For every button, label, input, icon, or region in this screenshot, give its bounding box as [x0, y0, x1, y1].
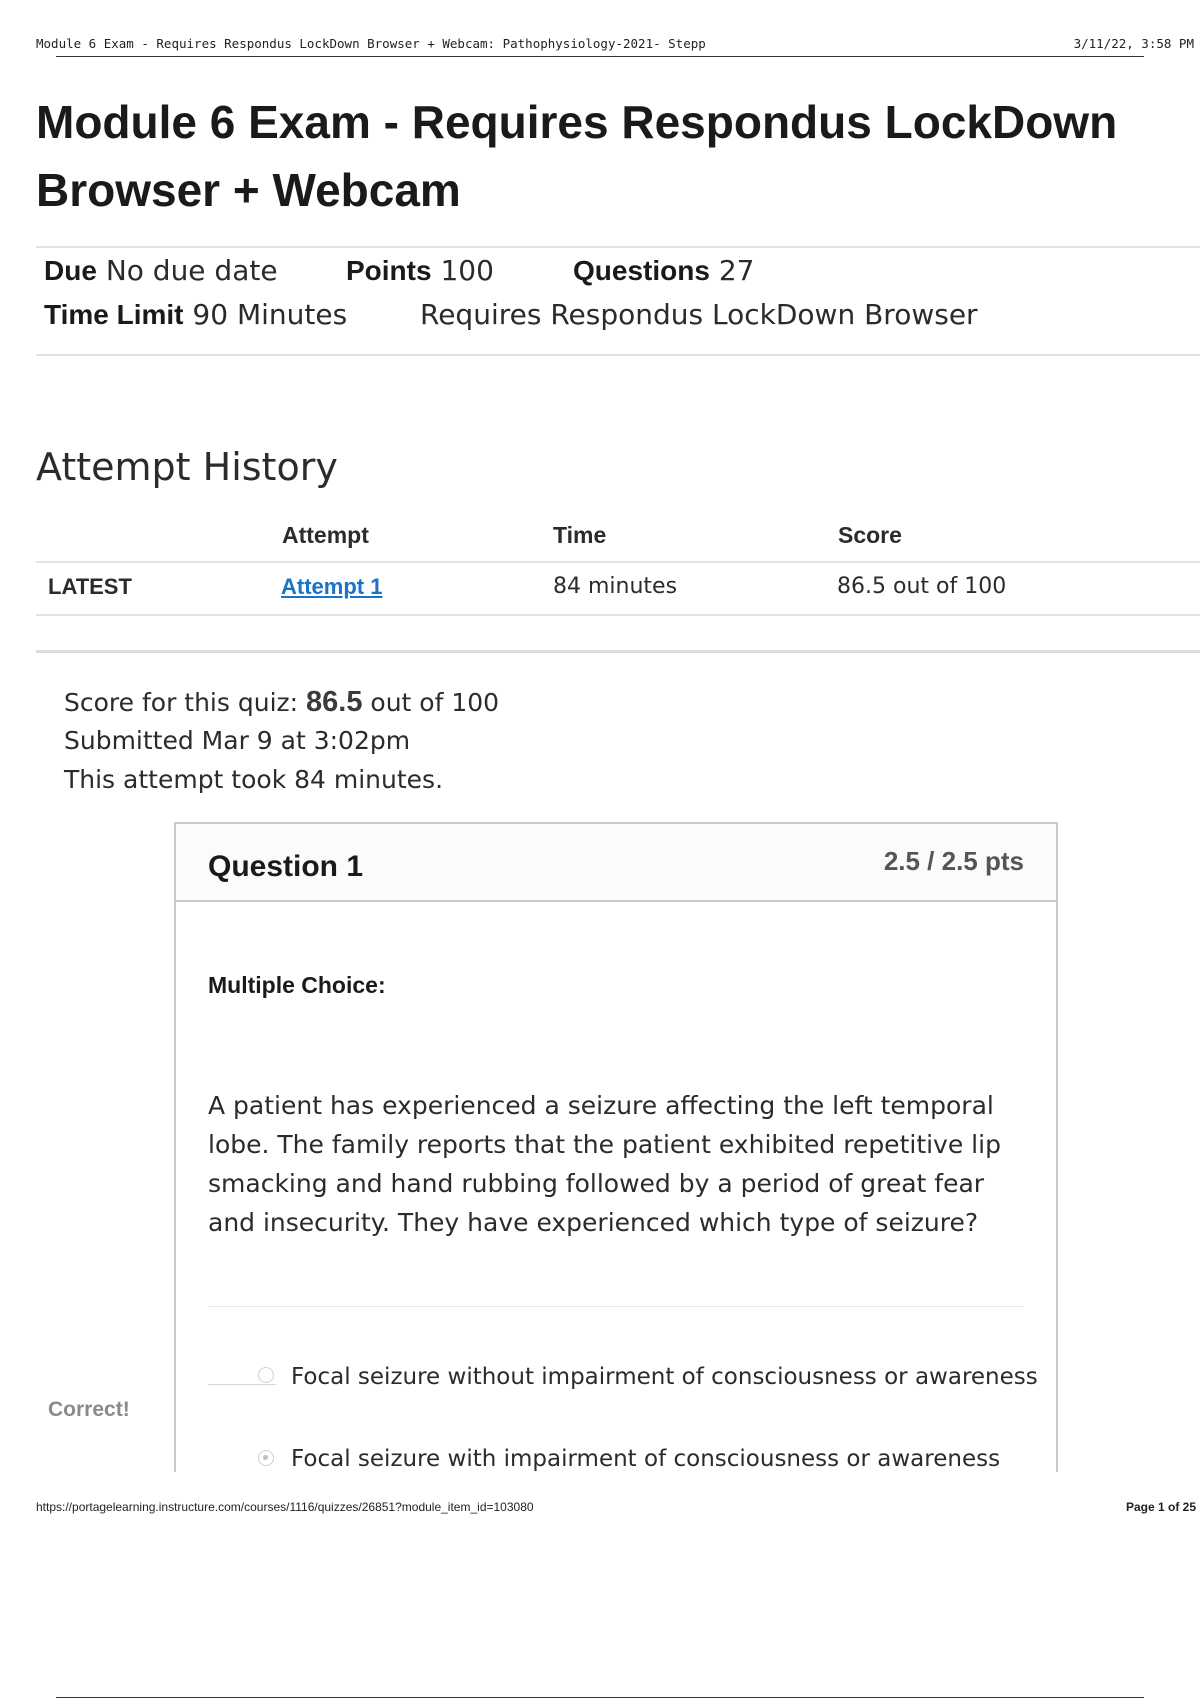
meta-time-limit-value: 90 Minutes: [192, 298, 348, 331]
question-points: 2.5 / 2.5 pts: [883, 846, 1024, 876]
quiz-score-line: [64, 686, 499, 719]
question-type: Multiple Choice:: [208, 972, 386, 998]
attempt-score-cell: 86.5 out of 100: [837, 574, 1007, 599]
attempt-time-cell: 84 minutes: [553, 574, 678, 599]
column-header-time: Time: [553, 522, 607, 548]
correct-feedback-label: Correct!: [48, 1398, 130, 1421]
answer-1-label[interactable]: Focal seizure without impairment of consciousness or awareness: [291, 1364, 1038, 1390]
column-header-score: Score: [838, 522, 902, 548]
score-suffix: out of 100: [370, 688, 500, 717]
submitted-line: Submitted Mar 9 at 3:02pm: [64, 726, 411, 755]
meta-due-value: No due date: [105, 254, 278, 287]
meta-points-value: 100: [440, 254, 494, 287]
meta-time-limit: [44, 298, 347, 331]
question-text: A patient has experienced a seizure affecting the left temporal lobe. The family reports that the patient exhibited repetitive lip smacking and hand rubbing followed by a period of great fear and insecurity. They have experienced which type of seizure?: [208, 1091, 1001, 1237]
meta-top-divider: [36, 246, 1200, 248]
score-prefix: Score for this quiz:: [64, 688, 299, 717]
table-row-divider: [36, 614, 1200, 616]
answer-marker-line: [208, 1384, 276, 1385]
attempt-duration-line: This attempt took 84 minutes.: [64, 765, 444, 794]
question-header: [176, 824, 1056, 902]
meta-bottom-divider: [36, 354, 1200, 356]
section-divider: [36, 650, 1200, 653]
print-header-title: Module 6 Exam - Requires Respondus LockDown Browser + Webcam: Pathophysiology-2021- Stepp: [36, 36, 706, 51]
meta-requirement: Requires Respondus LockDown Browser: [420, 298, 978, 331]
page-title: Module 6 Exam - Requires Respondus LockDown Browser + Webcam: [36, 96, 1118, 216]
attempt-cell: [281, 574, 382, 600]
score-value: 86.5: [306, 686, 363, 718]
print-footer-page: Page 1 of 25: [1125, 1500, 1196, 1514]
meta-questions-value: 27: [718, 254, 755, 287]
question-title: Question 1: [208, 850, 364, 883]
meta-questions-label: Questions: [573, 255, 710, 286]
next-page-divider: [56, 1697, 1144, 1698]
answer-1-radio[interactable]: [258, 1367, 274, 1383]
meta-due: [44, 254, 278, 287]
meta-points-label: Points: [346, 255, 432, 286]
column-header-attempt: Attempt: [282, 522, 369, 548]
answer-2-label[interactable]: Focal seizure with impairment of consciousness or awareness: [291, 1446, 1001, 1472]
table-header-divider: [36, 561, 1200, 563]
attempt-1-link[interactable]: Attempt 1: [281, 574, 383, 599]
meta-points: [346, 254, 494, 287]
header-divider: [56, 56, 1144, 57]
latest-tag: LATEST: [48, 574, 132, 599]
answer-2-radio[interactable]: [258, 1450, 274, 1466]
question-divider: [208, 1306, 1024, 1307]
meta-due-label: Due: [44, 255, 97, 286]
question-card: [174, 822, 1058, 1472]
meta-questions: [573, 254, 754, 287]
print-footer-url: https://portagelearning.instructure.com/courses/1116/quizzes/26851?module_item_id=103080: [36, 1500, 534, 1514]
attempt-history-heading: Attempt History: [36, 445, 338, 489]
print-header-datetime: 3/11/22, 3:58 PM: [1073, 36, 1194, 51]
meta-time-limit-label: Time Limit: [44, 299, 184, 330]
